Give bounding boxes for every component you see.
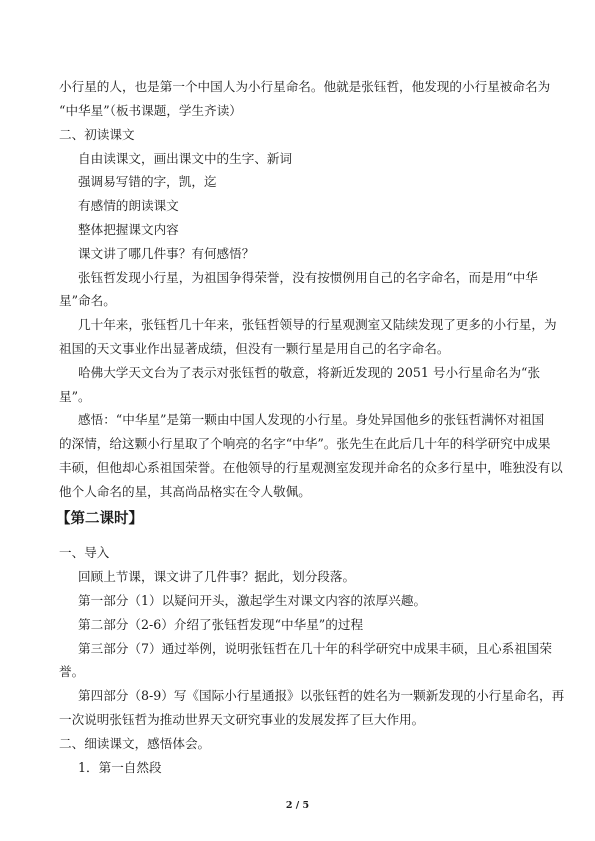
section-title: 二、细读课文，感悟体会。 — [59, 736, 211, 751]
section-title: 一、导入 — [59, 545, 110, 560]
text-line: 一次说明张钰哲为推动世界天文研究事业的发展发挥了巨大作用。 — [59, 712, 425, 727]
text-line: 的深情，给这颗小行星取了个响亮的名字“中华”。张先生在此后几十年的科学研究中成果 — [59, 436, 551, 451]
lesson-heading: 【第二课时】 — [56, 510, 143, 527]
text-line: 张钰哲发现小行星，为祖国争得荣誉，没有按惯例用自己的名字命名，而是用“中华 — [78, 270, 538, 285]
text-line: “中华星”（板书课题，学生齐读） — [59, 103, 242, 118]
text-line: 有感情的朗读课文 — [78, 198, 179, 213]
text-line: 哈佛大学天文台为了表示对张钰哲的敬意，将新近发现的 2051 号小行星命名为“张 — [78, 365, 541, 380]
text-line: 回顾上节课，课文讲了几件事？据此，划分段落。 — [78, 569, 356, 584]
text-line: 感悟：“中华星”是第一颗由中国人发现的小行星。身处异国他乡的张钰哲满怀对祖国 — [78, 412, 545, 427]
text-line: 课文讲了哪几件事？有何感悟？ — [78, 246, 255, 261]
text-line: 整体把握课文内容 — [78, 222, 179, 237]
text-line: 誉。 — [59, 664, 85, 679]
text-line: 他个人命名的星，其高尚品格实在令人敬佩。 — [59, 484, 311, 499]
text-line: 丰硕，但他却心系祖国荣誉。在他领导的行星观测室发现并命名的众多行星中，唯独没有以 — [59, 460, 563, 475]
text-line: 第四部分（8-9）写《国际小行星通报》以张钰哲的姓名为一颗新发现的小行星命名，再 — [78, 688, 565, 703]
text-line: 强调易写错的字，凯，迄 — [78, 174, 217, 189]
text-line: 星”命名。 — [59, 293, 116, 308]
text-line: 1．第一自然段 — [78, 760, 162, 775]
text-line: 第三部分（7）通过举例，说明张钰哲在几十年的科学研究中成果丰硕，且心系祖国荣 — [78, 641, 552, 656]
text-line: 第二部分（2-6）介绍了张钰哲发现“中华星”的过程 — [78, 617, 364, 632]
text-line: 几十年来，张钰哲几十年来，张钰哲领导的行星观测室又陆续发现了更多的小行星，为 — [78, 317, 557, 332]
text-line: 自由读课文，画出课文中的生字、新词 — [78, 151, 293, 166]
text-line: 小行星的人，也是第一个中国人为小行星命名。他就是张钰哲，他发现的小行星被命名为 — [59, 79, 551, 94]
text-line: 祖国的天文事业作出显著成绩，但没有一颗行星是用自己的名字命名。 — [59, 341, 450, 356]
page-number: 2 / 5 — [285, 800, 310, 811]
text-line: 星”。 — [59, 389, 91, 404]
text-line: 第一部分（1）以疑问开头，激起学生对课文内容的浓厚兴趣。 — [78, 593, 427, 608]
section-title: 二、初读课文 — [59, 127, 135, 142]
